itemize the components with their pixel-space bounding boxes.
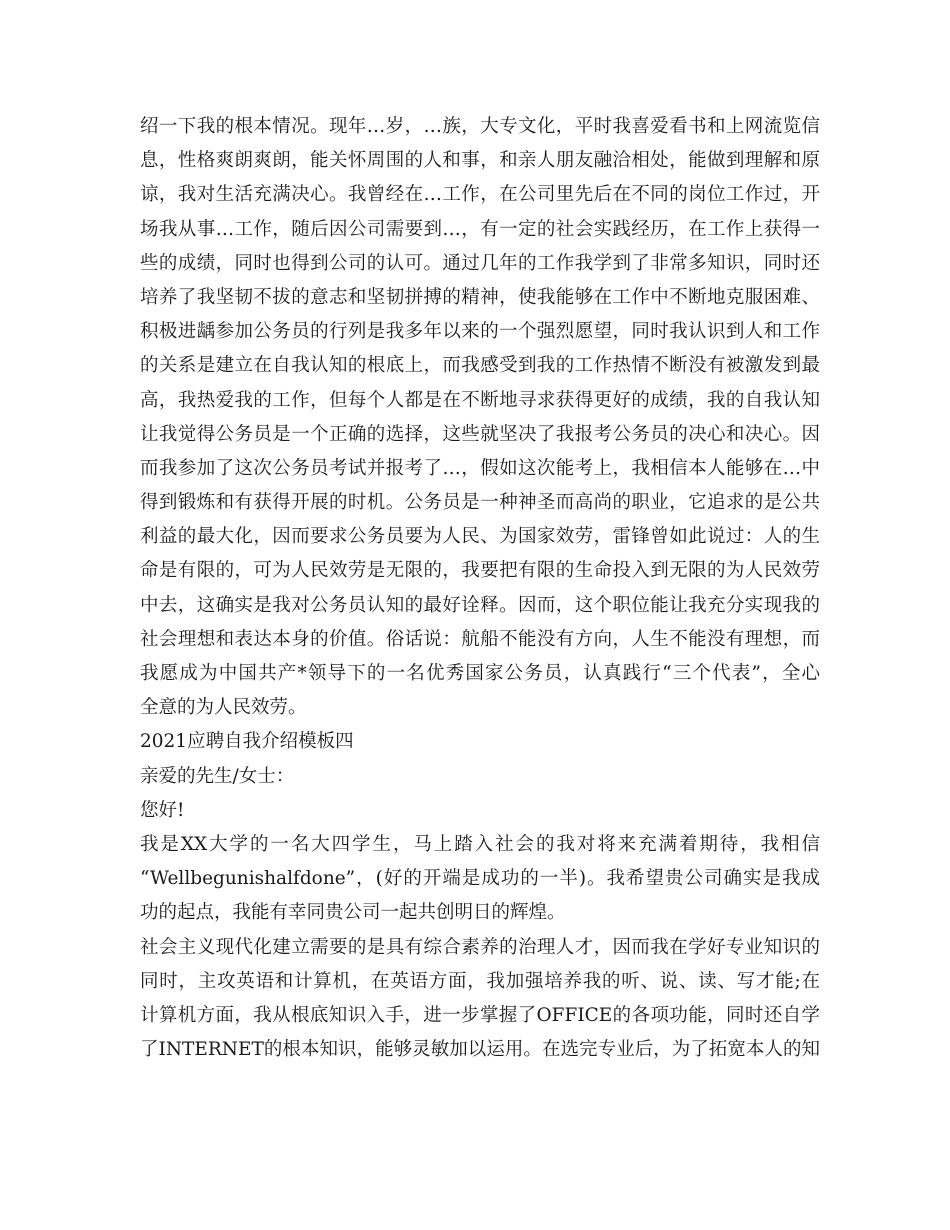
text-line: 了INTERNET的根本知识，能够灵敏加以运用。在选完专业后，为了拓宽本人的知: [140, 1039, 820, 1061]
text-line: 我是XX大学的一名大四学生，马上踏入社会的我对将来充满着期待，我相信: [140, 833, 820, 855]
text-line: 2021应聘自我介绍模板四: [140, 731, 354, 753]
text-line: “Wellbegunishalfdone”，(好的开端是成功的一半)。我希望贵公司确实是我成: [140, 868, 820, 890]
text-line: 些的成绩，同时也得到公司的认可。通过几年的工作我学到了非常多知识，同时还: [140, 252, 820, 274]
text-line: 让我觉得公务员是一个正确的选择，这些就坚决了我报考公务员的决心和决心。因: [140, 423, 820, 445]
text-line: 中去，这确实是我对公务员认知的最好诠释。因而，这个职位能让我充分实现我的: [140, 594, 820, 616]
text-line: 得到锻炼和有获得开展的时机。公务员是一种神圣而高尚的职业，它追求的是公共: [140, 492, 820, 514]
text-line: 高，我热爱我的工作，但每个人都是在不断地寻求获得更好的成绩，我的自我认知: [140, 389, 820, 411]
text-line: 我愿成为中国共产*领导下的一名优秀国家公务员，认真践行“三个代表”，全心: [140, 663, 820, 684]
text-line: 功的起点，我能有幸同贵公司一起共创明日的辉煌。: [140, 902, 566, 924]
text-line: 的关系是建立在自我认知的根底上，而我感受到我的工作热情不断没有被激发到最: [140, 355, 820, 377]
text-line: 命是有限的，可为人民效劳是无限的，我要把有限的生命投入到无限的为人民效劳: [140, 560, 820, 582]
document-body: [140, 110, 820, 1067]
text-line: 培养了我坚韧不拔的意志和坚韧拼搏的精神，使我能够在工作中不断地克服困难、: [140, 286, 820, 308]
text-line: 谅，我对生活充满决心。我曾经在…工作，在公司里先后在不同的岗位工作过，开: [140, 184, 820, 206]
text-line: 利益的最大化，因而要求公务员要为人民、为国家效劳，雷锋曾如此说过：人的生: [140, 526, 820, 548]
text-line: 亲爱的先生/女士：: [140, 765, 295, 787]
text-line: 息，性格爽朗爽朗，能关怀周围的人和事，和亲人朋友融洽相处，能做到理解和原: [140, 150, 820, 172]
text-line: 绍一下我的根本情况。现年…岁，…族，大专文化，平时我喜爱看书和上网流览信: [140, 116, 820, 137]
text-line: 您好!: [140, 799, 185, 821]
text-line: 同时，主攻英语和计算机，在英语方面，我加强培养我的听、说、读、写才能;在: [140, 970, 820, 992]
text-line: 而我参加了这次公务员考试并报考了…，假如这次能考上，我相信本人能够在…中: [140, 457, 820, 479]
text-line: 社会理想和表达本身的价值。俗话说：航船不能没有方向，人生不能没有理想，而: [140, 628, 820, 650]
text-line: 积极进龋参加公务员的行列是我多年以来的一个强烈愿望，同时我认识到人和工作: [140, 321, 820, 343]
text-line: 全意的为人民效劳。: [140, 697, 307, 719]
text-line: 场我从事…工作，随后因公司需要到…，有一定的社会实践经历，在工作上获得一: [140, 218, 820, 240]
text-line: 社会主义现代化建立需要的是具有综合素养的治理人才，因而我在学好专业知识的: [140, 936, 820, 958]
text-line: 计算机方面，我从根底知识入手，进一步掌握了OFFICE的各项功能，同时还自学: [140, 1004, 820, 1026]
